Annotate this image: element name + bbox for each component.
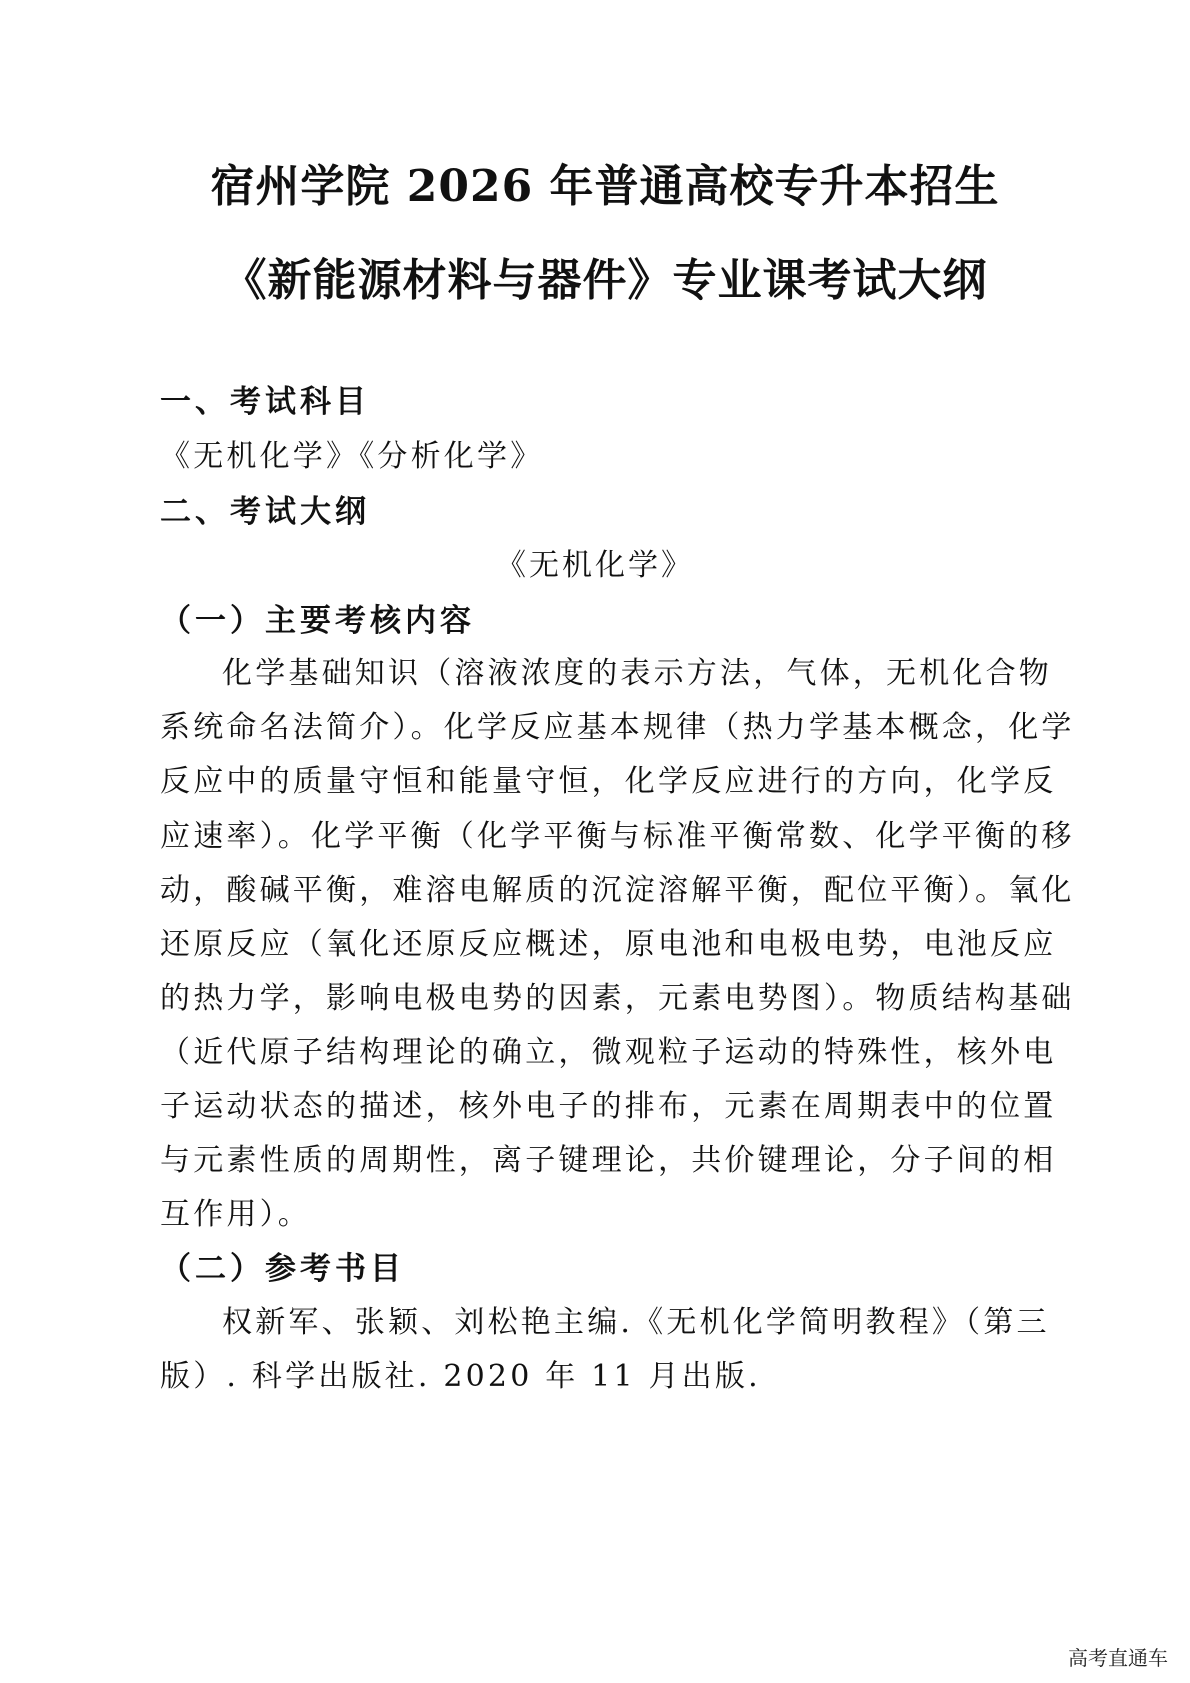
content-line: 反应中的质量守恒和能量守恒，化学反应进行的方向，化学反	[160, 764, 1057, 799]
content-line: 化学基础知识（溶液浓度的表示方法，气体，无机化合物	[222, 656, 1052, 691]
subheading-main-content: （一）主要考核内容	[160, 603, 475, 639]
exam-subjects-text: 《无机化学》《分析化学》	[160, 439, 544, 474]
watermark-text: 高考直通车	[1068, 1646, 1168, 1670]
content-line: 子运动状态的描述，核外电子的排布，元素在周期表中的位置	[160, 1089, 1057, 1124]
document-title-line-1: 宿州学院 2026 年普通高校专升本招生	[210, 161, 1000, 212]
subheading-reference-books: （二）参考书目	[160, 1251, 405, 1287]
section-heading-exam-subjects: 一、考试科目	[160, 384, 370, 420]
subject-title: 《无机化学》	[496, 548, 694, 583]
content-line: 与元素性质的周期性，离子键理论，共价键理论，分子间的相	[160, 1143, 1057, 1178]
content-line: 动，酸碱平衡，难溶电解质的沉淀溶解平衡，配位平衡）。氧化	[160, 873, 1075, 908]
content-line: （近代原子结构理论的确立，微观粒子运动的特殊性，核外电	[160, 1035, 1057, 1070]
content-line: 互作用）。	[160, 1197, 311, 1232]
section-heading-exam-outline: 二、考试大纲	[160, 494, 370, 530]
reference-line: 版）. 科学出版社. 2020 年 11 月出版.	[160, 1359, 761, 1394]
content-line: 应速率）。化学平衡（化学平衡与标准平衡常数、化学平衡的移	[160, 819, 1075, 854]
reference-line: 权新军、张颖、刘松艳主编.《无机化学简明教程》（第三	[222, 1305, 1050, 1340]
content-line: 的热力学，影响电极电势的因素，元素电势图）。物质结构基础	[160, 981, 1075, 1016]
content-line: 还原反应（氧化还原反应概述，原电池和电极电势，电池反应	[160, 927, 1057, 962]
content-line: 系统命名法简介）。化学反应基本规律（热力学基本概念，化学	[160, 710, 1075, 745]
document-title-line-2: 《新能源材料与器件》专业课考试大纲	[222, 255, 988, 306]
